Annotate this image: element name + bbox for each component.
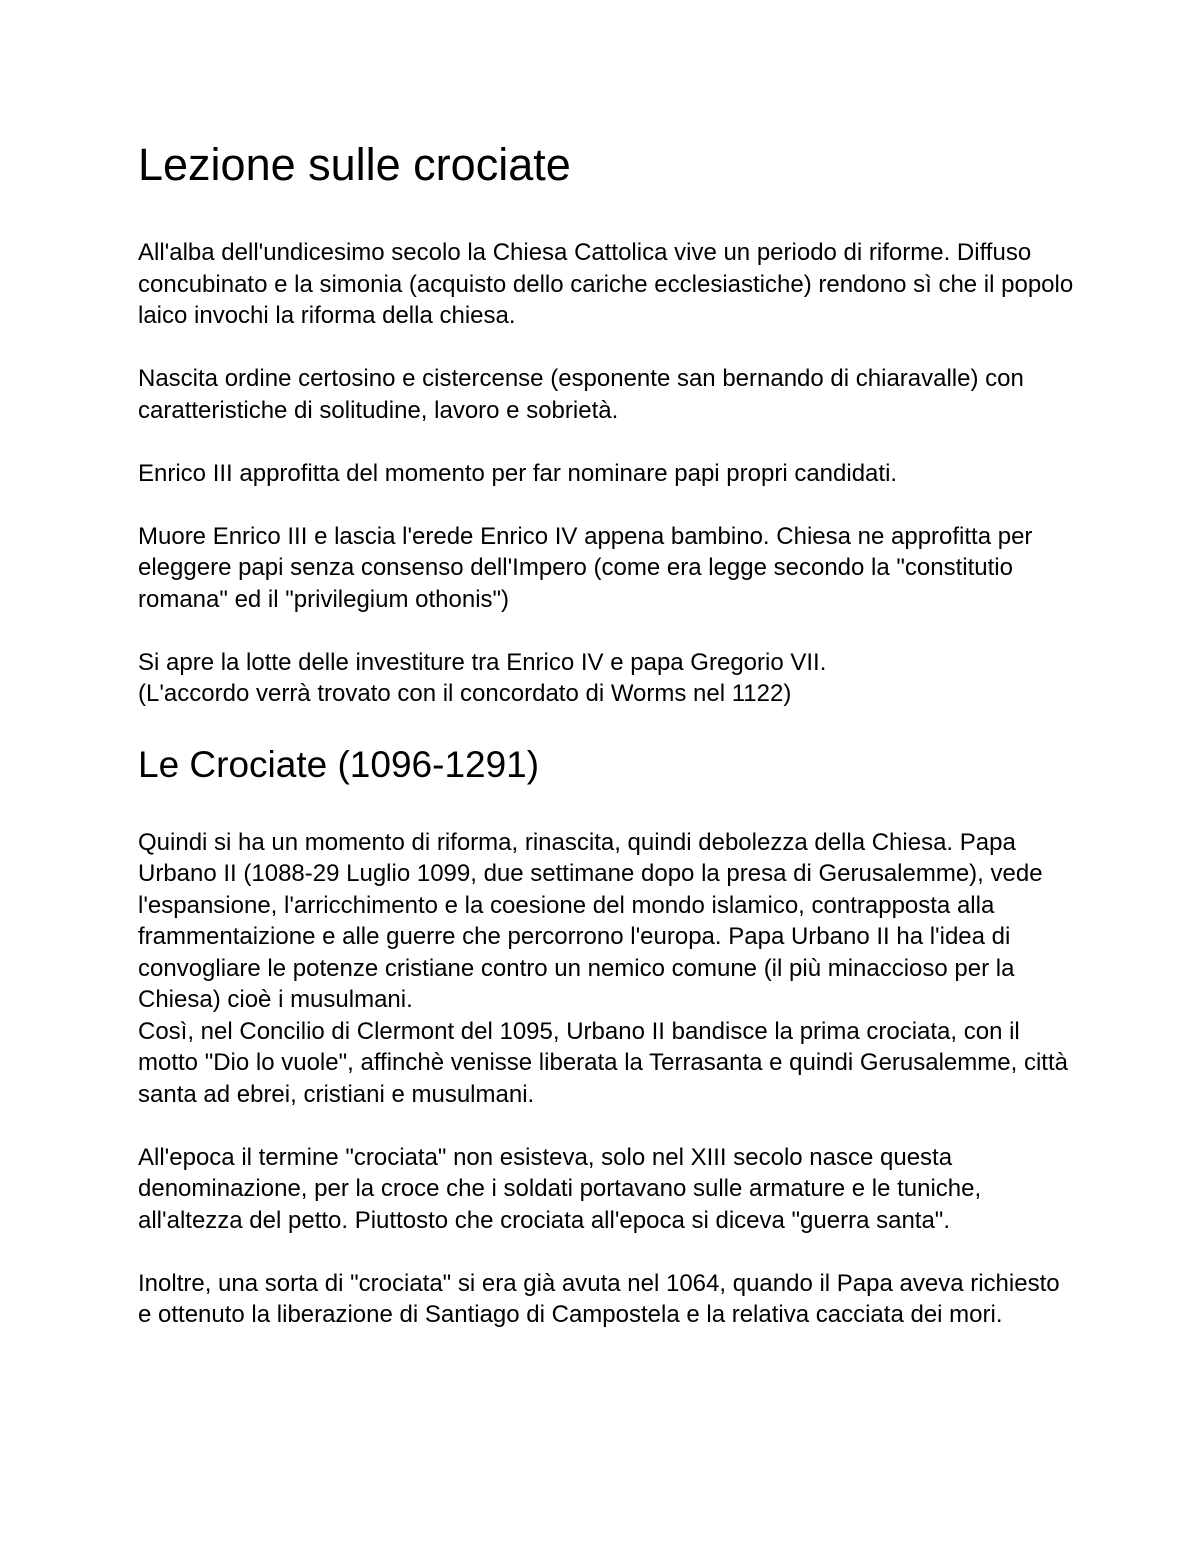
paragraph-clermont: Così, nel Concilio di Clermont del 1095, Urbano II bandisce la prima crociata, con il motto "Dio lo vuole", affinchè venisse liberata la Terrasanta e quindi Gerusalemme, città santa ad ebrei, cristiani e musulmani. xyxy=(138,1017,1068,1108)
paragraph-investiture: Si apre la lotte delle investiture tra Enrico IV e papa Gregorio VII. xyxy=(138,648,827,676)
paragraph-santiago: Inoltre, una sorta di "crociata" si era già avuta nel 1064, quando il Papa aveva richiesto e ottenuto la liberazione di Santiago di Campostela e la relativa cacciata dei mori. xyxy=(138,1269,1060,1329)
paragraph-ordini: Nascita ordine certosino e cistercense (esponente san bernando di chiaravalle) con caratteristiche di solitudine, lavoro e sobrietà. xyxy=(138,365,1024,424)
paragraph-enrico-iii: Enrico III approfitta del momento per far nominare papi propri candidati. xyxy=(138,459,898,487)
paragraph-worms: (L'accordo verrà trovato con il concordato di Worms nel 1122) xyxy=(138,680,792,707)
paragraph-termine-crociata: All'epoca il termine "crociata" non esisteva, solo nel XIII secolo nasce questa denominazione, per la croce che i soldati portavano sulle armature e le tuniche, all'altezza del petto. Piuttosto che crociata all'epoca si diceva "guerra santa". xyxy=(138,1143,982,1234)
paragraph-riforma: All'alba dell'undicesimo secolo la Chiesa Cattolica vive un periodo di riforme. Diffuso concubinato e la simonia (acquisto dello cariche ecclesiastiche) rendono sì che il popolo laico invochi la riforma della chiesa. xyxy=(138,239,1074,329)
section-heading-crociate: Le Crociate (1096-1291) xyxy=(138,743,540,785)
paragraph-urbano-ii: Quindi si ha un momento di riforma, rinascita, quindi debolezza della Chiesa. Papa Urbano II (1088-29 Luglio 1099, due settimane dopo la presa di Gerusalemme), vede l'espansione, l'arricchimento e la coesione del mondo islamico, contrapposta alla frammentaizione e alle guerre che percorrono l'europa. Papa Urbano II ha l'idea di convogliare le potenze cristiane contro un nemico comune (il più minaccioso per la Chiesa) cioè i musulmani. xyxy=(138,828,1043,1014)
paragraph-enrico-iv: Muore Enrico III e lascia l'erede Enrico IV appena bambino. Chiesa ne approfitta per eleggere papi senza consenso dell'Impero (come era legge secondo la "constitutio romana" ed il "privilegium othonis") xyxy=(138,522,1033,613)
document-title: Lezione sulle crociate xyxy=(138,139,571,190)
document-body xyxy=(138,138,1078,1331)
